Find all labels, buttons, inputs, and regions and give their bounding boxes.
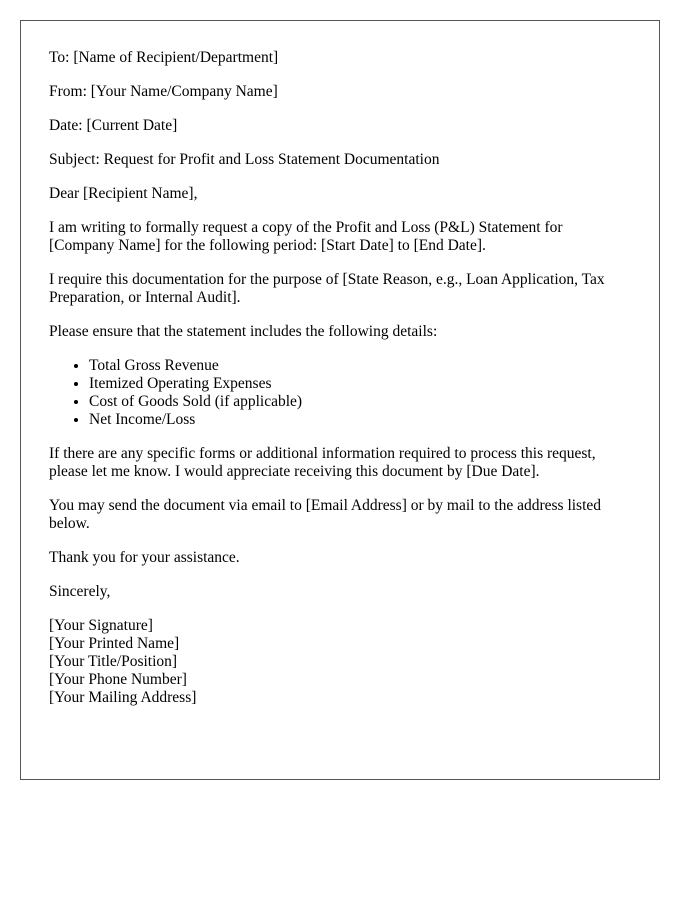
signature-line: [Your Signature] — [49, 617, 153, 634]
paragraph: You may send the document via email to [Email Address] or by mail to the address listed below. — [49, 497, 602, 532]
list-item: • Cost of Goods Sold (if applicable) — [89, 393, 631, 411]
signature-line: [Your Phone Number] — [49, 671, 187, 688]
paragraph: I require this documentation for the purpose of [State Reason, e.g., Loan Application, Tax Preparation, or Internal Audit]. — [49, 271, 605, 306]
letter — [20, 20, 660, 780]
paragraph: Thank you for your assistance. — [49, 549, 240, 566]
salutation: Dear [Recipient Name], — [49, 185, 198, 202]
to-line: To: [Name of Recipient/Department] — [49, 49, 279, 66]
list-item: • Total Gross Revenue — [89, 357, 631, 375]
date-line: Date: [Current Date] — [49, 117, 178, 134]
signature-line: [Your Printed Name] — [49, 635, 180, 652]
details-list — [49, 357, 631, 429]
signoff: Sincerely, — [49, 583, 111, 600]
subject-line: Subject: Request for Profit and Loss Statement Documentation — [49, 151, 440, 168]
paragraph: If there are any specific forms or additional information required to process this request, please let me know. I would appreciate receiving this document by [Due Date]. — [49, 445, 596, 480]
signature-block — [49, 617, 631, 707]
signature-line: [Your Title/Position] — [49, 653, 178, 670]
list-item: • Net Income/Loss — [89, 411, 631, 429]
list-item: • Itemized Operating Expenses — [89, 375, 631, 393]
signature-line: [Your Mailing Address] — [49, 689, 197, 706]
paragraph: Please ensure that the statement includes the following details: — [49, 323, 438, 340]
paragraph: I am writing to formally request a copy of the Profit and Loss (P&L) Statement for [Company Name] for the following period: [Start Date] to [End Date]. — [49, 219, 563, 254]
from-line: From: [Your Name/Company Name] — [49, 83, 278, 100]
